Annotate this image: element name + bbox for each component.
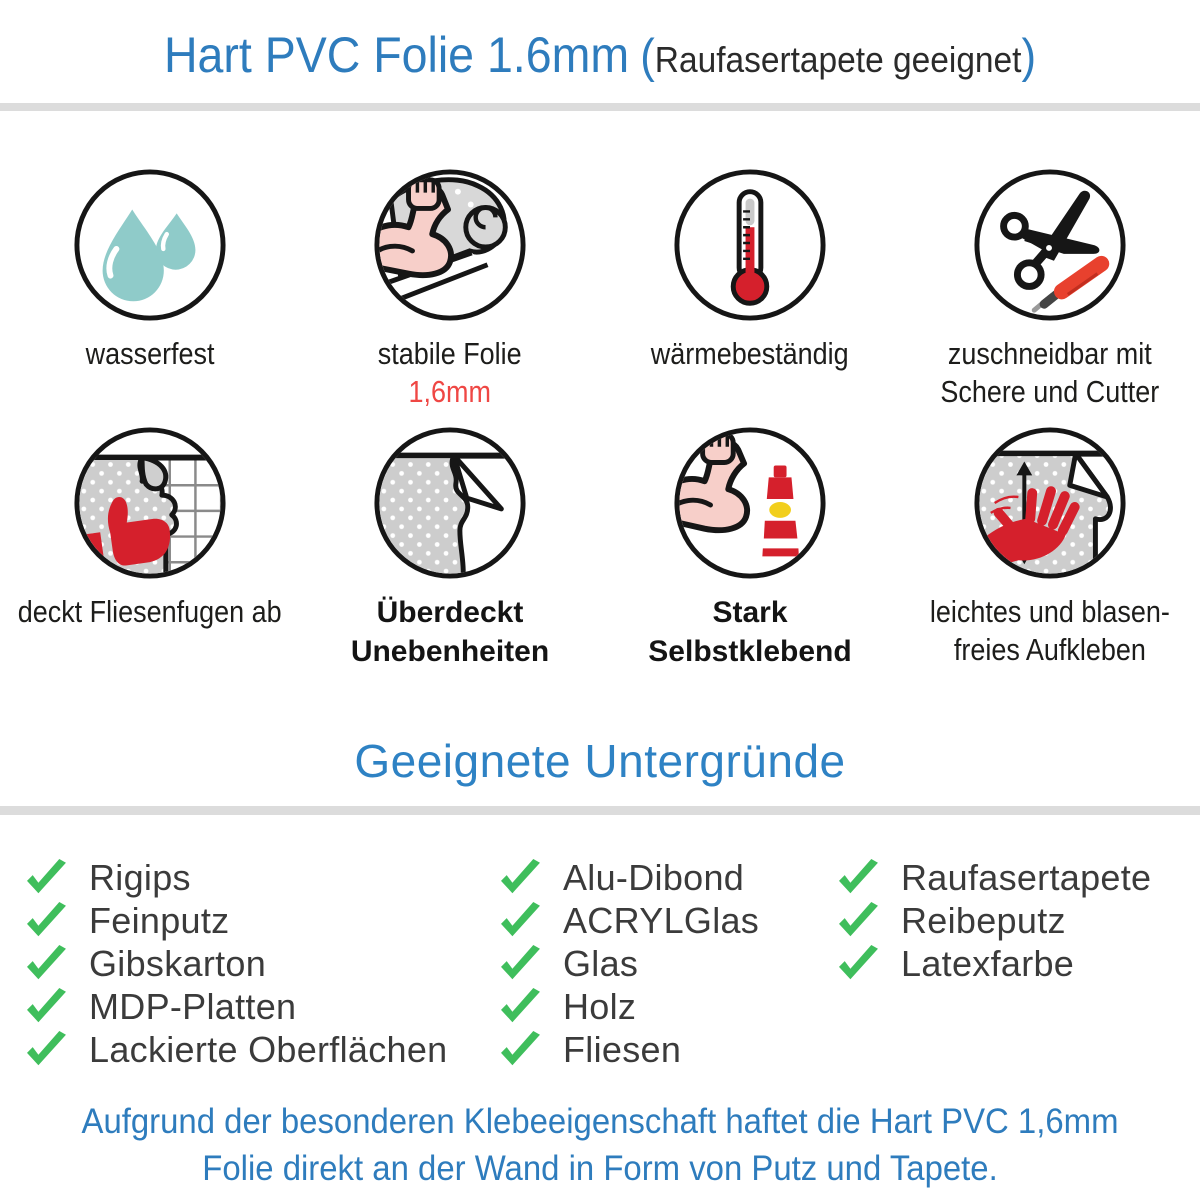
scissors-cutter-icon [971,166,1129,324]
surfaces-heading: Geeignete Untergründe [354,735,846,787]
feature-unebenheiten [351,424,549,671]
feature-label: Überdeckt Unebenheiten [350,596,550,668]
list-item: ACRYLGlas [499,899,759,942]
page-title [42,26,1158,84]
green-check-icon [25,859,67,897]
thermometer-icon [671,166,829,324]
feature-waermebestaendig [636,166,863,411]
list-item: Alu-Dibond [499,856,759,899]
green-check-icon [837,859,879,897]
feature-label: stabile Folie 1,6mm [378,336,522,409]
footer-note [36,1098,1164,1192]
green-check-icon [837,945,879,983]
green-check-icon [499,1031,541,1069]
green-check-icon [499,859,541,897]
list-item: MDP-Platten [25,985,448,1028]
feature-label: zuschneidbar mit Schere und Cutter [940,336,1160,409]
green-check-icon [25,988,67,1026]
feature-label: wasserfest [85,336,215,371]
title-main: Hart PVC Folie 1.6mm [163,27,630,83]
list-item: Latexfarbe [837,942,1151,985]
surfaces-column-2 [499,856,759,1071]
feature-zuschneidbar [924,166,1176,411]
tile-foil-thumb-icon [71,424,229,582]
title-secondary: Raufasertapete geeignet [654,39,1022,80]
footer-line-2: Folie direkt an der Wand in Form von Putz und Tapete. [202,1149,998,1188]
dotted-foil-icon [371,424,529,582]
surfaces-column-3 [837,856,1151,985]
list-item: Holz [499,985,759,1028]
feature-wasserfest [71,166,229,411]
green-check-icon [499,945,541,983]
green-check-icon [25,902,67,940]
muscle-foil-icon [371,166,529,324]
feature-fliesenfugen [0,424,302,671]
list-item: Lackierte Oberflächen [25,1028,448,1071]
feature-label: deckt Fliesenfugen ab [18,594,282,629]
green-check-icon [499,902,541,940]
list-item: Raufasertapete [837,856,1151,899]
water-drops-icon [71,166,229,324]
divider-bar-top [0,103,1200,111]
green-check-icon [837,902,879,940]
green-check-icon [25,945,67,983]
title-open-paren: ( [640,29,655,82]
list-item: Reibeputz [837,899,1151,942]
hand-smooth-icon [971,424,1129,582]
title-close-paren: ) [1021,29,1037,82]
list-item: Glas [499,942,759,985]
divider-bar-middle [0,806,1200,815]
surfaces-column-1 [25,856,448,1071]
list-item: Fliesen [499,1028,759,1071]
feature-row-1 [0,166,1200,411]
feature-aufkleben [912,424,1188,671]
green-check-icon [25,1031,67,1069]
footer-line-1: Aufgrund der besonderen Klebeeigenschaft haftet die Hart PVC 1,6mm [81,1102,1119,1141]
feature-row-2 [0,424,1200,671]
feature-label: Stark Selbstklebend [648,596,852,668]
list-item: Feinputz [25,899,448,942]
list-item: Gibskarton [25,942,448,985]
feature-selbstklebend [648,424,851,671]
feature-stabile-folie [367,166,532,411]
muscle-glue-icon [671,424,829,582]
feature-label: leichtes und blasen- freies Aufkleben [930,594,1170,667]
feature-label: wärmebeständig [651,336,849,371]
list-item: Rigips [25,856,448,899]
green-check-icon [499,988,541,1026]
